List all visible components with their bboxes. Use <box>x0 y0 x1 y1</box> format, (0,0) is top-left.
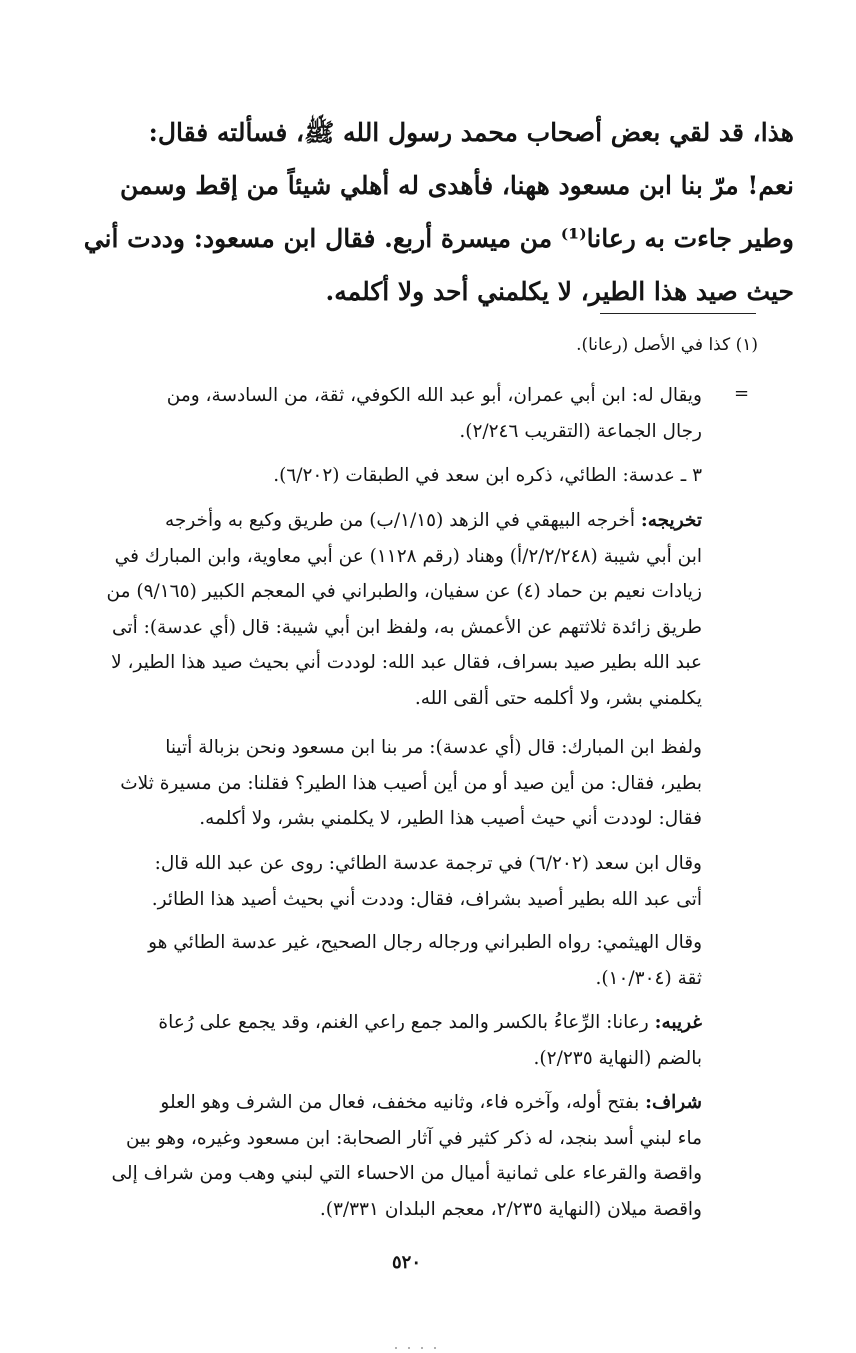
sharaf-line: واقصة ميلان (النهاية ٢/٢٣٥، معجم البلدان ٣/٣٣١). <box>319 1198 702 1220</box>
takhrij-line <box>64 503 702 539</box>
takhrij-line: عبد الله بطير صيد بسراف، فقال عبد الله: لوددت أني بحيث صيد هذا الطير، لا <box>111 652 702 673</box>
ibn-saad-line: أتى عبد الله بطير أصيد بشراف، فقال: وددت أني بحيث أصيد هذا الطائر. <box>151 888 702 910</box>
continuation-marker: = <box>734 383 750 404</box>
sharaf-paragraph <box>64 1085 702 1227</box>
takhrij-line: زيادات نعيم بن حماد (٤) عن سفيان، والطبراني في المعجم الكبير (٩/١٦٥) من <box>106 581 702 602</box>
sharaf-line <box>64 1085 702 1121</box>
takhrij-line: ابن أبي شيبة (٢/٢/٢٤٨/أ) وهناد (رقم ١١٢٨) عن أبي معاوية، وابن المبارك في <box>114 545 702 567</box>
ibn-saad-paragraph <box>64 846 702 917</box>
takhrij-line: يكلمني بشر، ولا أكلمه حتى ألقى الله. <box>414 687 702 709</box>
footnote-separator <box>600 313 756 314</box>
main-text-line: وطير جاءت به رعانا⁽¹⁾ من ميسرة أربع. فقال ابن مسعود: وددت أني <box>83 224 794 253</box>
gharib-line: بالضم (النهاية ٢/٢٣٥). <box>533 1047 702 1069</box>
takhrij-line: طريق زائدة ثلاثتهم عن الأعمش به، ولفظ ابن أبي شيبة: قال (أي عدسة): أتى <box>112 616 702 638</box>
sharaf-text: بفتح أوله، وآخره فاء، وثانيه مخفف، فعال من الشرف وهو العلو <box>160 1092 646 1113</box>
mubarak-paragraph <box>64 730 702 837</box>
main-text <box>64 106 794 318</box>
main-text-line: حيث صيد هذا الطير، لا يكلمني أحد ولا أكلمه. <box>325 277 794 306</box>
takhrij-text: أخرجه البيهقي في الزهد (١/١٥/ب) من طريق وكيع به وأخرجه <box>164 510 641 531</box>
ibn-saad-line: وقال ابن سعد (٦/٢٠٢) في ترجمة عدسة الطائي: روى عن عبد الله قال: <box>154 853 702 874</box>
sharaf-line: ماء لبني أسد بنجد، له ذكر كثير في آثار الصحابة: ابن مسعود وغيره، وهو بين <box>126 1127 702 1149</box>
footnote-line: ويقال له: ابن أبي عمران، أبو عبد الله الكوفي، ثقة، من السادسة، ومن <box>166 385 702 406</box>
sharaf-label: شراف: <box>645 1092 702 1113</box>
footnote-1: (١) كذا في الأصل (رعانا). <box>576 335 758 355</box>
takhrij-paragraph <box>64 503 702 716</box>
gharib-label: غريبه: <box>654 1012 702 1033</box>
mubarak-line: بطير، فقال: من أين صيد أو من أين أصيب هذا الطير؟ فقلنا: من مسيرة ثلاث <box>120 772 702 794</box>
haythami-paragraph <box>64 925 702 996</box>
haythami-line: وقال الهيثمي: رواه الطبراني ورجاله رجال الصحيح، غير عدسة الطائي هو <box>148 932 702 953</box>
sharaf-line: واقصة والقرعاء على ثمانية أميال من الاحساء التي لبني وهب ومن شراف إلى <box>111 1163 702 1184</box>
main-text-line: هذا، قد لقي بعض أصحاب محمد رسول الله ﷺ، فسألته فقال: <box>148 118 794 147</box>
item-3-line: ٣ ـ عدسة: الطائي، ذكره ابن سعد في الطبقات (٦/٢٠٢). <box>273 465 702 486</box>
main-text-line: نعم! مرّ بنا ابن مسعود ههنا، فأهدى له أهلي شيئاً من إقط وسمن <box>120 171 794 200</box>
gharib-paragraph <box>64 1005 702 1076</box>
gharib-line <box>64 1005 702 1041</box>
scan-specks <box>395 1334 455 1338</box>
haythami-line: ثقة (١٠/٣٠٤). <box>595 967 702 989</box>
gharib-text: رعانا: الرِّعاءُ بالكسر والمد جمع راعي الغنم، وقد يجمع على رُعاة <box>158 1012 655 1033</box>
mubarak-line: فقال: لوددت أني حيث أصيب هذا الطير، لا يكلمني بشر، ولا أكلمه. <box>199 808 702 829</box>
mubarak-line: ولفظ ابن المبارك: قال (أي عدسة): مر بنا ابن مسعود ونحن بزبالة أتينا <box>165 737 702 758</box>
takhrij-label: تخريجه: <box>640 510 702 531</box>
footnote-line: رجال الجماعة (التقريب ٢/٢٤٦). <box>459 420 702 442</box>
item-3 <box>64 458 702 494</box>
footnote-continuation <box>64 378 702 449</box>
page-number: ٥٢٠ <box>392 1252 422 1273</box>
